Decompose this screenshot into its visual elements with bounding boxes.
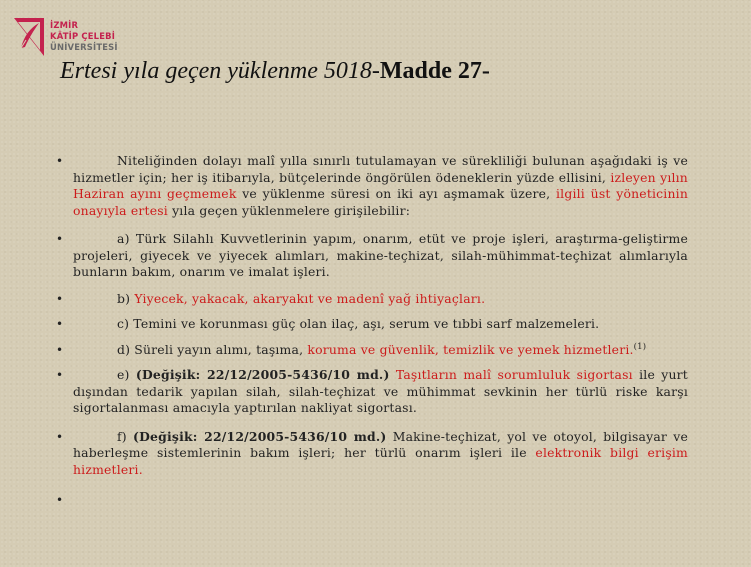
highlight-text: Taşıtların malî sorumluluk sigortası	[395, 367, 633, 382]
quill-logo-icon	[12, 14, 46, 58]
list-item	[56, 342, 688, 359]
bullet-list	[56, 153, 688, 509]
list-item-empty	[56, 492, 688, 509]
list-item	[56, 231, 688, 281]
bullet-icon: •	[56, 368, 64, 382]
list-item	[56, 367, 688, 417]
amendment-note: (Değişik: 22/12/2005-5436/10 md.)	[133, 428, 387, 444]
university-logo	[12, 14, 124, 58]
bullet-icon: •	[56, 154, 64, 168]
highlight-text: elektronik bilgi erişim hizmetleri.	[73, 445, 688, 477]
highlight-text: koruma ve güvenlik, temizlik ve yemek hizmetleri.	[307, 341, 634, 357]
title-bold: Madde 27-	[379, 58, 490, 84]
bullet-icon: •	[56, 493, 64, 507]
item-text: ve yüklenme süresi on iki ayı aşmamak üzere,	[236, 186, 557, 201]
logo-line-1: İZMİR	[50, 19, 79, 30]
logo-line-3: ÜNİVERSİTESİ	[50, 41, 118, 52]
title-italic: Ertesi yıla geçen yüklenme 5018-	[60, 58, 380, 84]
item-text: d) Süreli yayın alımı, taşıma,	[117, 341, 308, 357]
footnote-marker: (1)	[633, 341, 647, 352]
highlight-text: izleyen yılın Haziran ayını geçmemek	[73, 169, 688, 201]
item-text: b)	[117, 290, 135, 306]
list-item	[56, 153, 688, 219]
item-text: yıla geçen yüklenmelere girişilebilir:	[167, 202, 411, 218]
item-text: e)	[117, 367, 136, 382]
item-text: Makine-teçhizat, yol ve otoyol, bilgisayar ve haberleşme sistemlerinin bakım işleri; her türlü onarım işleri ile	[73, 428, 688, 460]
bullet-icon: •	[56, 317, 64, 331]
highlight-text: ilgili üst yöneticinin onayıyla ertesi	[73, 186, 688, 218]
item-text: Niteliğinden dolayı malî yılla sınırlı tutulamayan ve sürekliliği bulunan aşağıdaki iş ve hizmetler için; her iş itibarıyla, bütçelerinde öngörülen ödeneklerin yüzde ellisini,	[73, 153, 688, 185]
item-text: c) Temini ve korunması güç olan ilaç, aşı, serum ve tıbbi sarf malzemeleri.	[117, 316, 600, 331]
item-text: a) Türk Silahlı Kuvvetlerinin yapım, onarım, etüt ve proje işleri, araştırma-geliştirme projeleri, giyecek ve yiyecek alımları, makine-teçhizat, silah-mühimmat-teçhizat alımlarıyla bunların bakım, onarım ve imalat işleri.	[73, 231, 688, 279]
bullet-icon: •	[56, 429, 64, 444]
logo-line-2: KÂTİP ÇELEBİ	[50, 30, 116, 41]
logo-wordmark	[50, 20, 118, 53]
amendment-note: (Değişik: 22/12/2005-5436/10 md.)	[135, 367, 390, 382]
list-item	[56, 316, 688, 333]
slide-title	[60, 58, 490, 85]
list-item	[56, 291, 688, 308]
highlight-text: Yiyecek, yakacak, akaryakıt ve madenî yağ ihtiyaçları.	[134, 290, 486, 306]
list-item	[56, 429, 688, 479]
bullet-icon: •	[56, 342, 64, 357]
bullet-icon: •	[56, 291, 64, 306]
bullet-icon: •	[56, 232, 64, 246]
item-text: ile yurt dışından tedarik yapılan silah, silah-teçhizat ve mühimmat sevkinin her türlü riske karşı sigortalanması amacıyla yaptırılan nakliyat sigortası.	[73, 367, 688, 415]
item-text: f)	[117, 428, 134, 444]
